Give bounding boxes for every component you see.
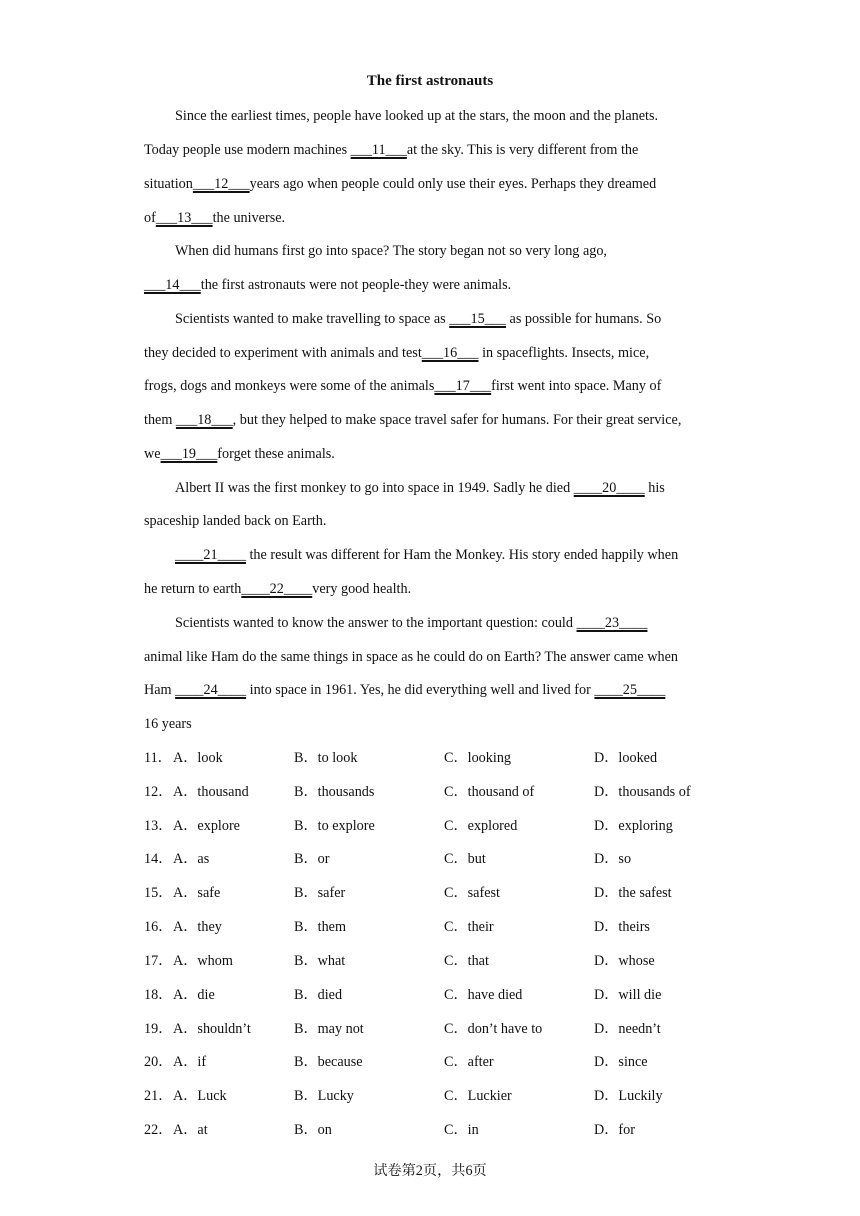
- passage-line: [144, 681, 665, 699]
- option-c[interactable]: C．after: [444, 1054, 494, 1070]
- option-c[interactable]: C．Luckier: [444, 1088, 512, 1104]
- passage-text: years ago when people could only use their eyes. Perhaps they dreamed: [249, 176, 657, 192]
- passage-text: Albert II was the first monkey to go into space in 1949. Sadly he died: [175, 480, 574, 496]
- question-number: 12．: [144, 784, 173, 800]
- passage-text: his: [644, 480, 665, 496]
- blank-18[interactable]: ___18___: [175, 412, 233, 428]
- passage-text: spaceship landed back on Earth.: [144, 513, 327, 529]
- question-number: 13．: [144, 818, 173, 834]
- passage-text: Ham: [144, 682, 176, 698]
- option-d[interactable]: D．will die: [594, 987, 662, 1003]
- blank-16[interactable]: ___16___: [421, 345, 479, 361]
- blank-23[interactable]: ____23____: [576, 615, 648, 631]
- option-d[interactable]: D．the safest: [594, 885, 672, 901]
- passage-line: [175, 310, 661, 328]
- passage-text: he return to earth: [144, 581, 242, 597]
- passage-text: situation: [144, 176, 193, 192]
- option-b[interactable]: B．because: [294, 1054, 363, 1070]
- option-b[interactable]: B．may not: [294, 1021, 364, 1037]
- question-number: 20．: [144, 1054, 173, 1070]
- passage-text: 16 years: [144, 716, 192, 732]
- passage-line: [144, 445, 335, 463]
- blank-17[interactable]: ___17___: [434, 378, 492, 394]
- blank-11[interactable]: ___11___: [350, 142, 407, 158]
- passage-text: Today people use modern machines: [144, 142, 351, 158]
- passage-line: [144, 209, 285, 227]
- passage-text: Since the earliest times, people have looked up at the stars, the moon and the planets.: [175, 108, 659, 124]
- passage-line: [144, 175, 656, 193]
- passage-line: [175, 479, 665, 497]
- option-d[interactable]: D．Luckily: [594, 1088, 663, 1104]
- passage-line: [175, 614, 647, 632]
- question-number: 18．: [144, 987, 173, 1003]
- option-b[interactable]: B．to look: [294, 750, 358, 766]
- option-d[interactable]: D．since: [594, 1054, 648, 1070]
- option-d[interactable]: D．thousands of: [594, 784, 691, 800]
- passage-line: [144, 580, 411, 598]
- option-b[interactable]: B．died: [294, 987, 343, 1003]
- passage-line: [175, 546, 678, 564]
- option-b[interactable]: B．them: [294, 919, 347, 935]
- option-a[interactable]: A．die: [173, 987, 215, 1003]
- passage-text: When did humans first go into space? The story began not so very long ago,: [175, 243, 607, 259]
- question-number: 11．: [144, 750, 172, 766]
- option-d[interactable]: D．whose: [594, 953, 655, 969]
- option-c[interactable]: C．in: [444, 1122, 479, 1138]
- option-d[interactable]: D．needn’t: [594, 1021, 661, 1037]
- option-c[interactable]: C．explored: [444, 818, 518, 834]
- option-c[interactable]: C．safest: [444, 885, 500, 901]
- blank-13[interactable]: ___13___: [155, 210, 213, 226]
- question-number: 16．: [144, 919, 173, 935]
- passage-text: Scientists wanted to know the answer to the important question: could: [175, 615, 577, 631]
- passage-text: first went into space. Many of: [491, 378, 662, 394]
- option-c[interactable]: C．that: [444, 953, 489, 969]
- passage-title: The first astronauts: [366, 73, 494, 89]
- question-number: 14．: [144, 851, 173, 867]
- option-a[interactable]: A．thousand: [173, 784, 249, 800]
- option-a[interactable]: A．whom: [173, 953, 233, 969]
- passage-text: forget these animals.: [217, 446, 335, 462]
- passage-text: frogs, dogs and monkeys were some of the animals: [144, 378, 435, 394]
- option-c[interactable]: C．their: [444, 919, 494, 935]
- passage-text: them: [144, 412, 176, 428]
- blank-19[interactable]: ___19___: [160, 446, 218, 462]
- option-a[interactable]: A．at: [173, 1122, 208, 1138]
- option-a[interactable]: A．explore: [173, 818, 240, 834]
- passage-text: , but they helped to make space travel safer for humans. For their great service,: [232, 412, 682, 428]
- passage-line: [144, 648, 678, 666]
- passage-line: [144, 276, 511, 294]
- option-c[interactable]: C．have died: [444, 987, 523, 1003]
- option-d[interactable]: D．theirs: [594, 919, 650, 935]
- passage-line: [144, 715, 192, 733]
- option-a[interactable]: A．as: [173, 851, 210, 867]
- option-b[interactable]: B．what: [294, 953, 346, 969]
- blank-25[interactable]: ____25____: [594, 682, 666, 698]
- blank-24[interactable]: ____24____: [175, 682, 247, 698]
- option-d[interactable]: D．so: [594, 851, 632, 867]
- option-c[interactable]: C．looking: [444, 750, 512, 766]
- passage-text: they decided to experiment with animals and test: [144, 345, 422, 361]
- question-number: 22．: [144, 1122, 173, 1138]
- passage-text: the result was different for Ham the Monkey. His story ended happily when: [245, 547, 679, 563]
- passage-text: we: [144, 446, 161, 462]
- question-number: 17．: [144, 953, 173, 969]
- option-a[interactable]: A．they: [173, 919, 222, 935]
- blank-20[interactable]: ____20____: [573, 480, 645, 496]
- option-b[interactable]: B．on: [294, 1122, 332, 1138]
- passage-text: at the sky. This is very different from the: [406, 142, 639, 158]
- option-c[interactable]: C．but: [444, 851, 486, 867]
- option-d[interactable]: D．exploring: [594, 818, 673, 834]
- option-d[interactable]: D．for: [594, 1122, 635, 1138]
- passage-text: into space in 1961. Yes, he did everything well and lived for: [246, 682, 595, 698]
- option-c[interactable]: C．thousand of: [444, 784, 535, 800]
- passage-line: [144, 411, 681, 429]
- option-a[interactable]: A．Luck: [173, 1088, 227, 1104]
- passage-text: very good health.: [312, 581, 412, 597]
- passage-text: in spaceflights. Insects, mice,: [478, 345, 650, 361]
- passage-line: [175, 242, 607, 260]
- page-footer: 试卷第2页，共6页: [373, 1163, 487, 1179]
- option-b[interactable]: B．Lucky: [294, 1088, 354, 1104]
- blank-15[interactable]: ___15___: [449, 311, 506, 327]
- option-a[interactable]: A．shouldn’t: [173, 1021, 251, 1037]
- blank-12[interactable]: ___12___: [192, 176, 250, 192]
- passage-text: of: [144, 210, 156, 226]
- question-number: 21．: [144, 1088, 173, 1104]
- option-a[interactable]: A．if: [173, 1054, 207, 1070]
- passage-text: animal like Ham do the same things in space as he could do on Earth? The answer came when: [144, 649, 678, 665]
- question-number: 15．: [144, 885, 173, 901]
- passage-line: [144, 141, 638, 159]
- passage-text: as possible for humans. So: [505, 311, 662, 327]
- passage-line: [144, 377, 661, 395]
- option-d[interactable]: D．looked: [594, 750, 658, 766]
- passage-line: [144, 512, 326, 530]
- option-a[interactable]: A．safe: [173, 885, 221, 901]
- passage-text: the universe.: [212, 210, 286, 226]
- option-b[interactable]: B．or: [294, 851, 330, 867]
- passage-line: [175, 107, 658, 125]
- option-b[interactable]: B．safer: [294, 885, 346, 901]
- passage-text: Scientists wanted to make travelling to space as: [175, 311, 450, 327]
- blank-22[interactable]: ____22____: [241, 581, 313, 597]
- option-b[interactable]: B．thousands: [294, 784, 375, 800]
- passage-line: [144, 344, 649, 362]
- question-number: 19．: [144, 1021, 173, 1037]
- blank-14[interactable]: ___14___: [144, 277, 201, 293]
- option-b[interactable]: B．to explore: [294, 818, 375, 834]
- option-c[interactable]: C．don’t have to: [444, 1021, 543, 1037]
- option-a[interactable]: A．look: [173, 750, 223, 766]
- passage-text: the first astronauts were not people-they were animals.: [200, 277, 512, 293]
- blank-21[interactable]: ____21____: [175, 547, 246, 563]
